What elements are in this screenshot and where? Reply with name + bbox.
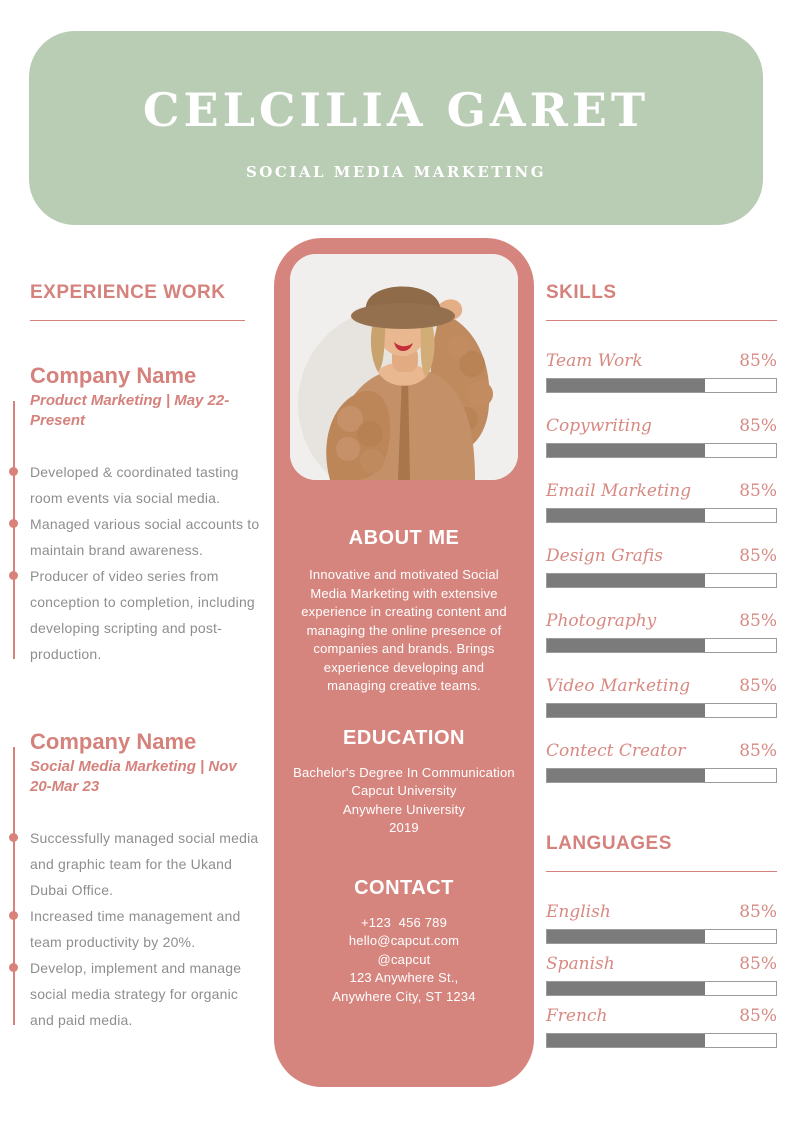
skill-bar (546, 768, 777, 783)
skill-bar (546, 508, 777, 523)
education-line: Bachelor's Degree In Communication (293, 764, 515, 780)
language-label: English (546, 902, 611, 922)
skill-label: Design Grafis (546, 546, 663, 566)
job-meta: Product Marketing | May 22-Present (30, 392, 230, 429)
skill-label: Contect Creator (546, 741, 686, 761)
profile-panel (274, 238, 534, 1087)
skill-label: Video Marketing (546, 676, 691, 696)
language-bar-fill (547, 930, 705, 943)
experience-divider (30, 320, 245, 321)
skill-item (546, 481, 777, 523)
job-bullet: Developed & coordinated tasting room events via social media. (30, 459, 262, 511)
company-name: Company Name (30, 729, 197, 754)
skill-item (546, 741, 777, 783)
skill-item (546, 611, 777, 653)
language-label: Spanish (546, 954, 615, 974)
job-meta: Social Media Marketing | Nov 20-Mar 23 (30, 758, 237, 795)
job-bullet: Successfully managed social media and graphic team for the Ukand Dubai Office. (30, 825, 262, 903)
portrait-illustration (290, 254, 518, 480)
skill-label: Team Work (546, 351, 643, 371)
job-bullet-list (30, 825, 262, 1033)
education-title: EDUCATION (343, 726, 465, 749)
skill-bar-fill (547, 444, 705, 457)
skills-title: SKILLS (546, 282, 617, 303)
skills-list (546, 351, 777, 783)
job-entry (30, 729, 262, 1033)
profile-photo (290, 254, 518, 480)
language-bar-fill (547, 982, 705, 995)
language-bar (546, 1033, 777, 1048)
skill-bar (546, 638, 777, 653)
about-text: Innovative and motivated Social Media Marketing with extensive experience in creating content and managing the online presence of companies and brands. Brings experience developing and managing creative teams. (301, 567, 507, 693)
contact-street: 123 Anywhere St., (349, 970, 459, 985)
language-label: French (546, 1006, 608, 1026)
header-banner (29, 31, 763, 225)
skill-label: Copywriting (546, 416, 652, 436)
skill-percent: 85% (739, 546, 777, 566)
language-percent: 85% (739, 902, 777, 922)
skill-bar (546, 443, 777, 458)
skill-bar-fill (547, 769, 705, 782)
contact-email: hello@capcut.com (348, 933, 460, 948)
skill-item (546, 676, 777, 718)
language-item (546, 954, 777, 996)
job-bullet-list (30, 459, 262, 667)
contact-city: Anywhere City, ST 1234 (332, 988, 476, 1004)
job-bullet: Increased time management and team productivity by 20%. (30, 903, 262, 955)
skills-section (546, 282, 777, 1058)
languages-list (546, 902, 777, 1048)
skill-percent: 85% (739, 611, 777, 631)
experience-title: EXPERIENCE WORK (30, 282, 226, 303)
language-bar-fill (547, 1034, 705, 1047)
experience-section (30, 282, 262, 1033)
job-bullet: Managed various social accounts to maintain brand awareness. (30, 511, 262, 563)
contact-handle: @capcut (377, 951, 431, 967)
skill-item (546, 416, 777, 458)
skill-percent: 85% (739, 741, 777, 761)
job-entry (30, 363, 262, 667)
language-percent: 85% (739, 954, 777, 974)
person-name: CELCILIA GARET (142, 83, 650, 137)
languages-divider (546, 871, 777, 872)
skill-percent: 85% (739, 676, 777, 696)
job-bullet: Producer of video series from conception to completion, including developing scripting and post-production. (30, 563, 262, 667)
education-lines (274, 764, 534, 838)
skill-bar (546, 573, 777, 588)
education-line: Anywhere University (342, 801, 466, 817)
contact-title: CONTACT (354, 876, 454, 899)
skill-item (546, 546, 777, 588)
skill-bar-fill (547, 379, 705, 392)
skills-divider (546, 320, 777, 321)
skill-bar-fill (547, 704, 705, 717)
language-item (546, 1006, 777, 1048)
languages-title: LANGUAGES (546, 833, 672, 854)
company-name: Company Name (30, 363, 197, 388)
skill-label: Photography (546, 611, 657, 631)
language-percent: 85% (739, 1006, 777, 1026)
education-line: Capcut University (351, 783, 457, 798)
job-bullet: Develop, implement and manage social media strategy for organic and paid media. (30, 955, 262, 1033)
language-bar (546, 929, 777, 944)
skill-bar (546, 703, 777, 718)
skill-label: Email Marketing (546, 481, 692, 501)
contact-phone: +123 456 789 (360, 914, 448, 930)
person-role: SOCIAL MEDIA MARKETING (245, 163, 547, 181)
skill-bar-fill (547, 509, 705, 522)
skill-bar (546, 378, 777, 393)
contact-lines (274, 914, 534, 1007)
language-item (546, 902, 777, 944)
skill-item (546, 351, 777, 393)
skill-bar-fill (547, 574, 705, 587)
skill-percent: 85% (739, 351, 777, 371)
skill-percent: 85% (739, 481, 777, 501)
education-line: 2019 (389, 820, 419, 835)
about-title: ABOUT ME (348, 527, 460, 549)
language-bar (546, 981, 777, 996)
skill-bar-fill (547, 639, 705, 652)
skill-percent: 85% (739, 416, 777, 436)
